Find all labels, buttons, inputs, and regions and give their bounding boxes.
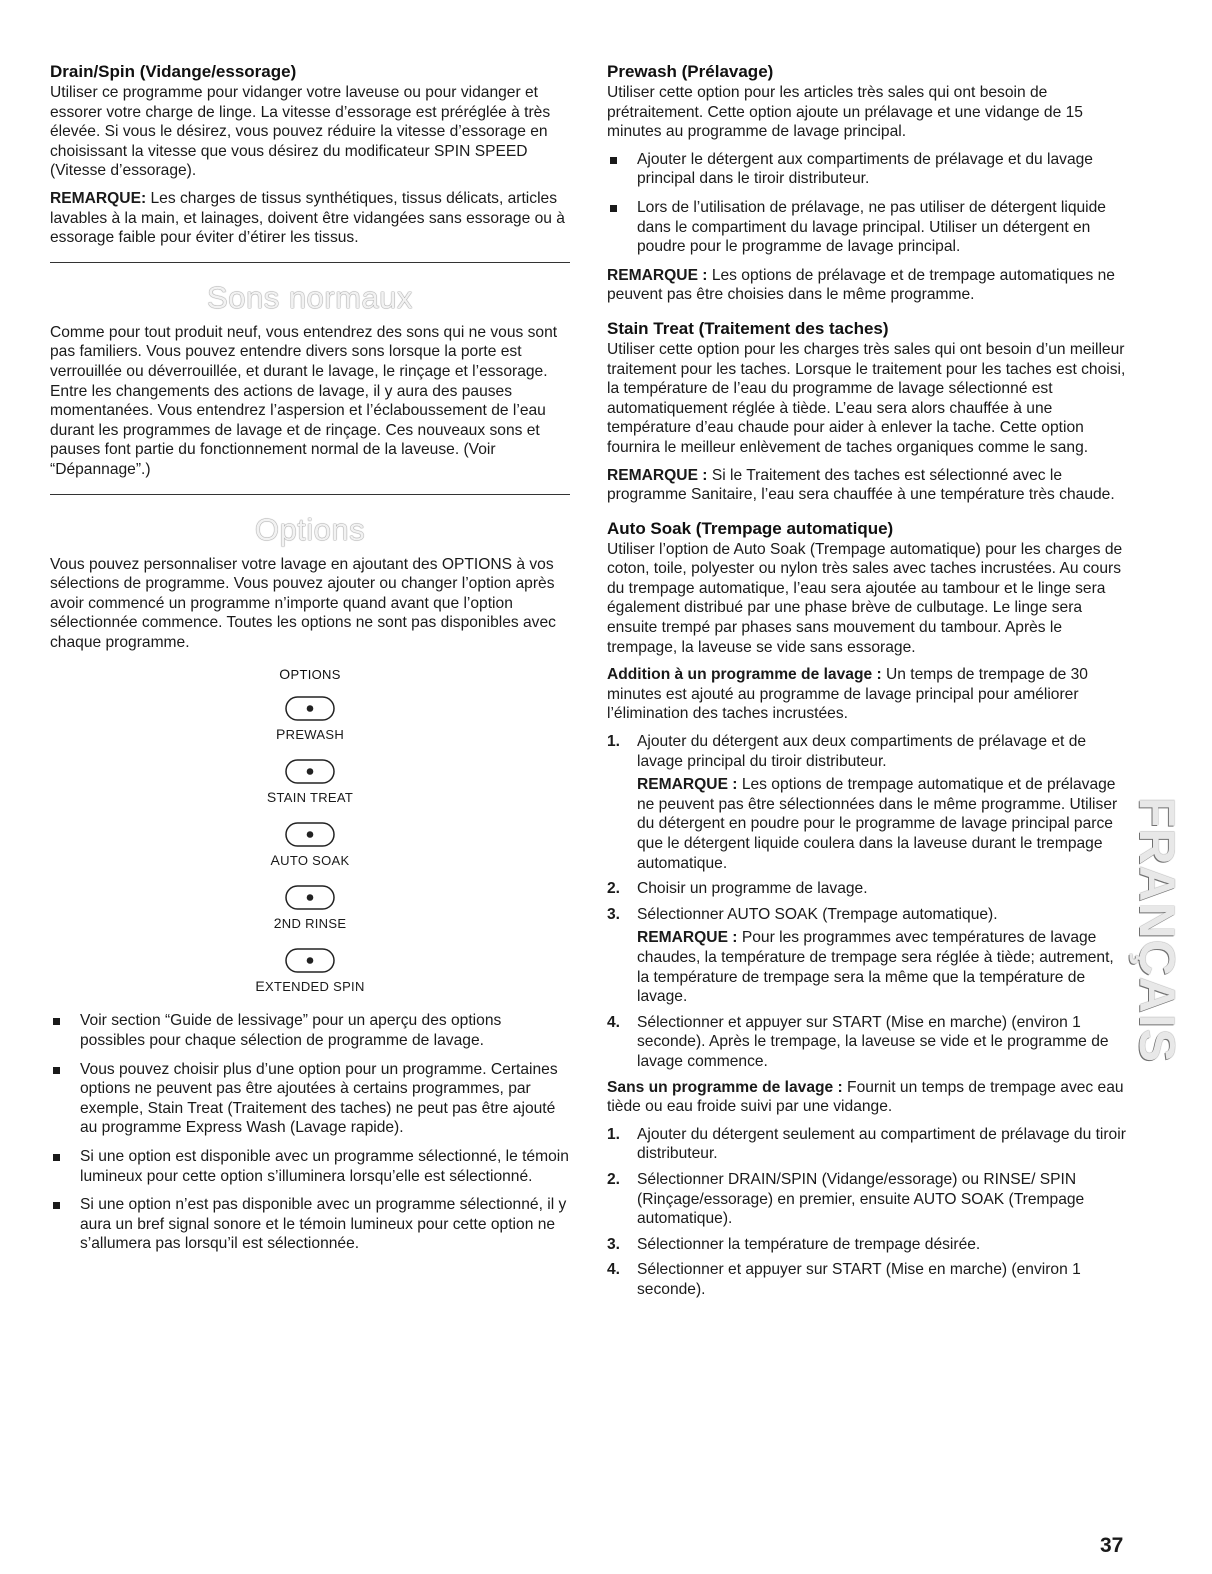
auto-soak-without bbox=[607, 1078, 1127, 1117]
prewash-label: PREWASH bbox=[275, 726, 345, 743]
step-number: 3. bbox=[607, 905, 621, 923]
stain-treat-body: Utiliser cette option pour les charges très sales qui ont besoin d’un meilleur traitement pour les taches. Lorsque le traitement pour les taches est choisi, la température de l’eau du programme de lavage sélectionné est automatiquement réglée à tiède. L’eau sera alors chauffée à une température d’eau chaude pour aider à enlever la tache. Cette option fournira le meilleur enlèvement de taches organiques comme le sang. bbox=[607, 340, 1126, 456]
stain-treat-note-text: Si le Traitement des taches est sélectionné avec le programme Sanitaire, l’eau sera chauffée à une température très chaude. bbox=[607, 466, 1115, 504]
options-title: Options bbox=[254, 511, 366, 547]
step-text: Sélectionner DRAIN/SPIN (Vidange/essorage) ou RINSE/ SPIN (Rinçage/essorage) en premier, ensuite AUTO SOAK (Trempage automatique). bbox=[637, 1170, 1085, 1228]
list-item: Si une option est disponible avec un programme sélectionné, le témoin lumineux pour cette option s’illuminera lorsqu’elle est sélectionné. bbox=[50, 1147, 570, 1186]
step-number: 2. bbox=[607, 880, 621, 898]
drain-spin-heading: Drain/Spin (Vidange/essorage) bbox=[50, 62, 297, 81]
step-text: Sélectionner la température de trempage désirée. bbox=[637, 1235, 981, 1253]
list-item: Si une option n’est pas disponible avec un programme sélectionné, il y aura un bref signal sonore et le témoin lumineux pour cette option ne s’allumera pas lorsqu’il est sélectionnée. bbox=[50, 1195, 570, 1254]
auto-soak-body: Utiliser l’option de Auto Soak (Trempage automatique) pour les charges de coton, toile, polyester ou nylon très sales avec taches incrustées. Au cours du trempage automatique, l’eau sera ajoutée au tambour et le linge sera également distribué par une phase brève de culbutage. Le linge sera ensuite trempé par phases sans mouvement du tambour. Après le trempage, la laveuse se vide sans essorage. bbox=[607, 540, 1123, 656]
list-item bbox=[607, 1013, 1127, 1072]
list-item: Lors de l’utilisation de prélavage, ne pas utiliser de détergent liquide dans le compartiment du lavage principal. Utiliser un détergent en poudre pour le programme de lavage principal. bbox=[607, 198, 1127, 257]
drain-spin-body: Utiliser ce programme pour vidanger votre laveuse ou pour vidanger et essorer votre charge de linge. La vitesse d’essorage est préréglée à très élevée. Si vous le désirez, vous pouvez réduire la vitesse d’essorage en choisissant la vitesse que vous désirez du modificateur SPIN SPEED (Vitesse d’essorage). bbox=[50, 84, 551, 180]
step-note-text: Pour les programmes avec températures de lavage chaudes, la température de trempage sera réglée à tiède; autrement, la température de trempage sera la même que la température de lavage. bbox=[637, 929, 1114, 1006]
list-item: Vous pouvez choisir plus d’une option pour un programme. Certaines options ne peuvent pas être ajoutées à certains programmes, par exemple, Stain Treat (Traitement des taches) ne peut pas être ajouté au programme Express Wash (Lavage rapide). bbox=[50, 1060, 570, 1138]
step-number: 1. bbox=[607, 1125, 621, 1143]
without-label: Sans un programme de lavage : bbox=[607, 1078, 843, 1096]
step-number: 3. bbox=[607, 1235, 621, 1253]
list-item bbox=[607, 1170, 1127, 1229]
options-figure-title: OPTIONS bbox=[279, 666, 341, 683]
auto-soak-button-icon bbox=[285, 822, 335, 847]
auto-soak-steps-with-program bbox=[607, 732, 1127, 1072]
addition-text: Un temps de trempage de 30 minutes est ajouté au programme de lavage principal pour améliorer l’élimination des taches incrustées. bbox=[607, 666, 1088, 723]
section-divider bbox=[50, 262, 570, 263]
section-divider bbox=[50, 494, 570, 495]
step-text: Choisir un programme de lavage. bbox=[637, 880, 868, 898]
prewash-note-text: Les options de prélavage et de trempage automatiques ne peuvent pas être choisies dans le même programme. bbox=[607, 266, 1115, 304]
list-item bbox=[607, 1260, 1127, 1299]
option-auto-soak bbox=[50, 822, 570, 868]
stain-treat-note-label: REMARQUE : bbox=[607, 466, 708, 484]
options-panel-figure bbox=[50, 666, 570, 994]
step-text: Sélectionner AUTO SOAK (Trempage automatique). bbox=[637, 905, 998, 923]
stain-treat-heading: Stain Treat (Traitement des taches) bbox=[607, 318, 889, 338]
step-number: 1. bbox=[607, 733, 621, 751]
sons-normaux-body: Comme pour tout produit neuf, vous entendrez des sons qui ne vous sont pas familiers. Vous pouvez entendre divers sons lorsque la porte est verrouillée ou déverrouillée, et durant le lavage, le rinçage et l’essorage. Entre les changements des actions de lavage, il y aura des pauses momentanées. Vous entendrez l’aspersion et l’éclaboussement de l’eau durant les programmes de lavage et de rinçage. Ces nouveaux sons et pauses font partie du fonctionnement normal de la laveuse. (Voir “Dépannage”.) bbox=[50, 323, 558, 478]
right-column bbox=[607, 62, 1127, 1305]
option-extended-spin bbox=[50, 948, 570, 994]
step-note-label: REMARQUE : bbox=[637, 929, 738, 947]
step-text: Ajouter du détergent aux deux compartiments de prélavage et de lavage principal du tiroir distributeur. bbox=[637, 733, 1087, 770]
list-item bbox=[607, 1125, 1127, 1164]
step-text: Sélectionner et appuyer sur START (Mise en marche) (environ 1 seconde). Après le trempage, la laveuse se vide et le programme de lavage commence. bbox=[637, 1013, 1109, 1070]
language-side-tab-label: FRANÇAIS bbox=[1129, 796, 1186, 1064]
step-text: Sélectionner et appuyer sur START (Mise en marche) (environ 1 seconde). bbox=[637, 1261, 1081, 1298]
option-prewash bbox=[50, 696, 570, 742]
2nd-rinse-button-icon bbox=[285, 885, 335, 910]
options-intro: Vous pouvez personnaliser votre lavage en ajoutant des OPTIONS à vos sélections de programme. Vous pouvez ajouter ou changer l’option après avoir commencé un programme n’importe quand avant que l’option sélectionnée commence. Toutes les options ne sont pas disponibles avec chaque programme. bbox=[50, 555, 556, 651]
drain-spin-note bbox=[50, 189, 570, 248]
step-number: 2. bbox=[607, 1170, 621, 1188]
step-note bbox=[637, 775, 1127, 873]
step-note-text: Les options de trempage automatique et de prélavage ne peuvent pas être sélectionnées dans le même programme. Utiliser du détergent en poudre pour le programme de lavage principal parce que le détergent liquide coulera dans la laveuse durant le trempage automatique. bbox=[637, 776, 1118, 872]
stain-treat-button-icon bbox=[285, 759, 335, 784]
extended-spin-label: EXTENDED SPIN bbox=[255, 978, 365, 995]
extended-spin-button-icon bbox=[285, 948, 335, 973]
step-note-label: REMARQUE : bbox=[637, 776, 738, 794]
list-item bbox=[607, 1235, 1127, 1255]
list-item bbox=[607, 732, 1127, 873]
drain-spin-note-text: Les charges de tissus synthétiques, tissus délicats, articles lavables à la main, et lainages, doivent être vidangées sans essorage ou à essorage faible pour éviter d’étirer les tissus. bbox=[50, 189, 565, 247]
auto-soak-label: AUTO SOAK bbox=[270, 852, 350, 869]
language-side-tab bbox=[1128, 796, 1186, 1064]
list-item bbox=[607, 905, 1127, 1007]
list-item: Voir section “Guide de lessivage” pour un aperçu des options possibles pour chaque sélection de programme de lavage. bbox=[50, 1011, 570, 1050]
auto-soak-addition bbox=[607, 665, 1127, 724]
list-item bbox=[607, 879, 1127, 899]
prewash-bullet-list bbox=[607, 150, 1127, 257]
page-number: 37 bbox=[1100, 1534, 1124, 1557]
option-stain-treat bbox=[50, 759, 570, 805]
prewash-note-label: REMARQUE : bbox=[607, 266, 708, 284]
step-number: 4. bbox=[607, 1261, 621, 1279]
left-column bbox=[50, 62, 570, 1263]
step-number: 4. bbox=[607, 1013, 621, 1031]
step-note bbox=[637, 928, 1127, 1006]
sons-normaux-title: Sons normaux bbox=[207, 279, 413, 315]
2nd-rinse-label: 2ND RINSE bbox=[273, 915, 347, 932]
drain-spin-note-label: REMARQUE: bbox=[50, 189, 147, 207]
prewash-note bbox=[607, 266, 1127, 305]
list-item: Ajouter le détergent aux compartiments de prélavage et du lavage principal dans le tiroir distributeur. bbox=[607, 150, 1127, 189]
auto-soak-steps-without-program bbox=[607, 1125, 1127, 1300]
stain-treat-label: STAIN TREAT bbox=[266, 789, 354, 806]
step-text: Ajouter du détergent seulement au compartiment de prélavage du tiroir distributeur. bbox=[637, 1125, 1126, 1163]
prewash-button-icon bbox=[285, 696, 335, 721]
option-2nd-rinse bbox=[50, 885, 570, 931]
addition-label: Addition à un programme de lavage : bbox=[607, 666, 882, 684]
without-text: Fournit un temps de trempage avec eau tiède ou eau froide suivi par une vidange. bbox=[607, 1078, 1124, 1116]
options-bullet-list bbox=[50, 1011, 570, 1254]
prewash-heading: Prewash (Prélavage) bbox=[607, 62, 774, 81]
stain-treat-note bbox=[607, 466, 1127, 505]
auto-soak-heading: Auto Soak (Trempage automatique) bbox=[607, 518, 894, 538]
prewash-body: Utiliser cette option pour les articles très sales qui ont besoin de prétraitement. Cette option ajoute un prélavage et une vidange de 15 minutes au programme de lavage principal. bbox=[607, 84, 1083, 141]
